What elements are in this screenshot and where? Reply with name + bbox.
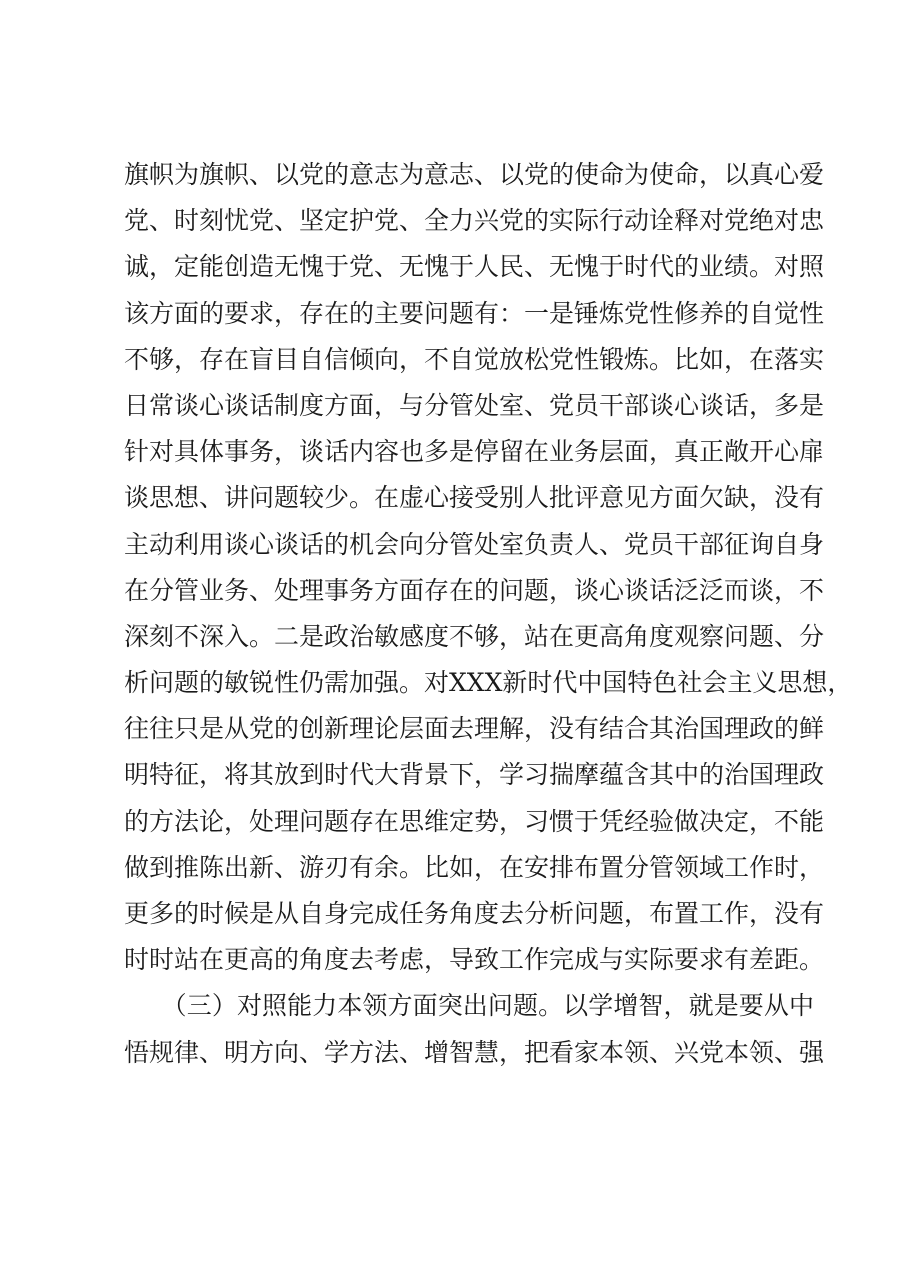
text-line: 深刻不深入。二是政治敏感度不够，站在更高角度观察问题、分 bbox=[124, 621, 825, 651]
text-line: 旗帜为旗帜、以党的意志为意志、以党的使命为使命，以真心爱 bbox=[124, 160, 825, 189]
text-line: 时时站在更高的角度去考虑，导致工作完成与实际要求有差距。 bbox=[124, 945, 825, 975]
text-line: 悟规律、明方向、学方法、增智慧，把看家本领、兴党本领、强 bbox=[124, 1037, 825, 1067]
text-line: 诚，定能创造无愧于党、无愧于人民、无愧于时代的业绩。对照 bbox=[124, 252, 825, 282]
text-line: 往往只是从党的创新理论层面去理解，没有结合其治国理政的鲜 bbox=[124, 714, 825, 744]
body-text bbox=[124, 152, 853, 1076]
text-line: 不够，存在盲目自信倾向，不自觉放松党性锻炼。比如，在落实 bbox=[124, 344, 825, 374]
text-line: 明特征，将其放到时代大背景下，学习揣摩蕴含其中的治国理政 bbox=[124, 760, 825, 790]
text-line: 针对具体事务，谈话内容也多是停留在业务层面，真正敞开心扉 bbox=[124, 437, 825, 467]
text-line: 析问题的敏锐性仍需加强。对XXX新时代中国特色社会主义思想， bbox=[124, 668, 853, 698]
text-line: 党、时刻忧党、坚定护党、全力兴党的实际行动诠释对党绝对忠 bbox=[124, 206, 825, 236]
text-line: 更多的时候是从自身完成任务角度去分析问题，布置工作，没有 bbox=[124, 899, 825, 928]
text-line: 主动利用谈心谈话的机会向分管处室负责人、党员干部征询自身 bbox=[124, 529, 825, 559]
text-line: 的方法论，处理问题存在思维定势，习惯于凭经验做决定，不能 bbox=[124, 806, 825, 836]
text-line: 在分管业务、处理事务方面存在的问题，谈心谈话泛泛而谈，不 bbox=[124, 575, 825, 605]
text-line: 日常谈心谈话制度方面，与分管处室、党员干部谈心谈话，多是 bbox=[124, 390, 825, 420]
text-line: （三）对照能力本领方面突出问题。以学增智，就是要从中 bbox=[124, 991, 814, 1021]
text-line: 做到推陈出新、游刃有余。比如，在安排布置分管领域工作时， bbox=[124, 852, 825, 882]
text-line: 该方面的要求，存在的主要问题有：一是锤炼党性修养的自觉性 bbox=[124, 298, 825, 328]
text-line: 谈思想、讲问题较少。在虚心接受别人批评意见方面欠缺，没有 bbox=[124, 483, 825, 513]
